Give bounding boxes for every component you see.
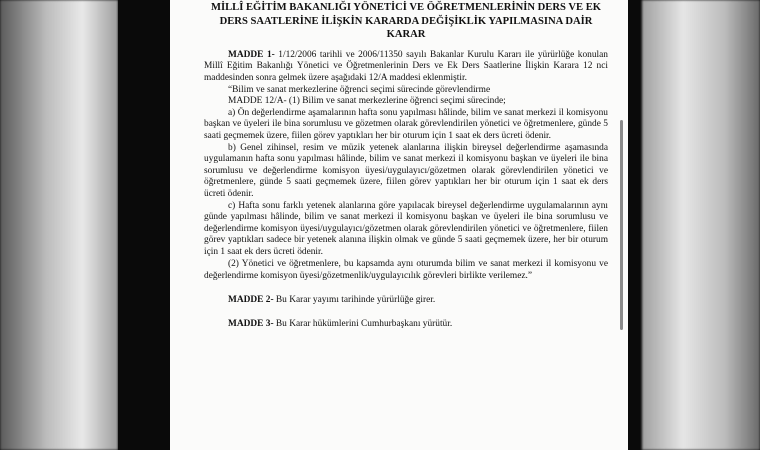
madde-1-label: MADDE 1- xyxy=(228,49,275,60)
madde-3-text: Bu Karar hükümlerini Cumhurbaşkanı yürütür. xyxy=(273,319,453,330)
title-line-3: KARAR xyxy=(386,29,426,41)
blurred-background-left xyxy=(0,0,118,450)
madde-3-label: MADDE 3- xyxy=(228,319,274,330)
madde-1-paragraph xyxy=(204,50,608,84)
document-title xyxy=(204,1,608,42)
item-b-paragraph: b) Genel zihinsel, resim ve müzik yetenek alanlarına ilişkin bireysel değerlendirme aşamasında uygulamanın hafta sonu yapılması hâlinde, bilim ve sanat merkezi il komisyonu başkan ve üyeleri ile bina sorumlusu ve değerlendirme komisyon üyesi/uygulayıcı/gözetmen olarak görevlendirilen yönetici ve öğretmenlere, günde 5 saati geçmemek üzere, fiilen görev yaptıkları her bir oturum için 1 saat ek ders ücreti ödenir. xyxy=(204,143,608,199)
item-c-paragraph: c) Hafta sonu farklı yetenek alanlarına göre yapılacak bireysel değerlendirme uygulamalarının aynı günde yapılması hâlinde, bilim ve sanat merkezi il komisyonu başkan ve üyeleri ile bina sorumlusu ve değerlendirme komisyon üyesi/uygulayıcı/gözetmen olarak görevlendirilen yönetici ve öğretmenlere, fiilen görev yaptıkları sadece bir yetenek alanına ilişkin olmak ve günde 5 saati geçmemek üzere, her bir oturum için 1 saat ek ders ücreti ödenir. xyxy=(204,201,608,257)
dark-border-right xyxy=(628,0,642,450)
item-a-paragraph: a) Ön değerlendirme aşamalarının hafta sonu yapılması hâlinde, bilim ve sanat merkezi il komisyonu başkan ve üyeleri ile bina sorumlusu ve gözetmen olarak görevlendirilen yönetici ve öğretmenlere, günde 5 saati geçmemek üzere, fiilen görev yaptıkları her bir oturum için 1 saat ek ders ücreti ödenir. xyxy=(204,107,608,141)
document-page xyxy=(170,0,628,450)
madde-1-text: 1/12/2006 tarihli ve 2006/11350 sayılı Bakanlar Kurulu Kararı ile yürürlüğe konulan Millî Eğitim Bakanlığı Yönetici ve Öğretmenlerinin Ders ve Ek Ders Saatlerine İlişkin Karara 12 nci maddesinden sonra gelmek üzere aşağıdaki 12/A maddesi eklenmiştir. xyxy=(204,49,608,83)
madde-12a-intro: MADDE 12/A- (1) Bilim ve sanat merkezlerine öğrenci seçimi sürecinde; xyxy=(228,96,506,107)
title-line-1: MİLLÎ EĞİTİM BAKANLIĞI YÖNETİCİ VE ÖĞRETMENLERİNİN DERS VE EK xyxy=(210,2,602,13)
scrollbar-thumb[interactable] xyxy=(620,120,623,330)
madde-3-paragraph xyxy=(204,319,608,330)
item-2-paragraph: (2) Yönetici ve öğretmenlere, bu kapsamda aynı oturumda bilim ve sanat merkezi il komisyonu ve değerlendirme komisyon üyesi/gözetmenlik/uygulayıcılık görevleri birlikte verilemez.” xyxy=(204,259,608,281)
title-line-2: DERS SAATLERİNE İLİŞKİN KARARDA DEĞİŞİKLİK YAPILMASINA DAİR xyxy=(219,15,593,27)
madde-2-label: MADDE 2- xyxy=(228,294,274,305)
document-content xyxy=(204,0,608,331)
dark-border-left xyxy=(118,0,170,450)
madde-2-paragraph xyxy=(204,295,608,306)
heading-quote: “Bilim ve sanat merkezlerine öğrenci seçimi sürecinde görevlendirme xyxy=(228,85,491,95)
blurred-background-right xyxy=(642,0,760,450)
madde-2-text: Bu Karar yayımı tarihinde yürürlüğe girer. xyxy=(273,294,436,305)
